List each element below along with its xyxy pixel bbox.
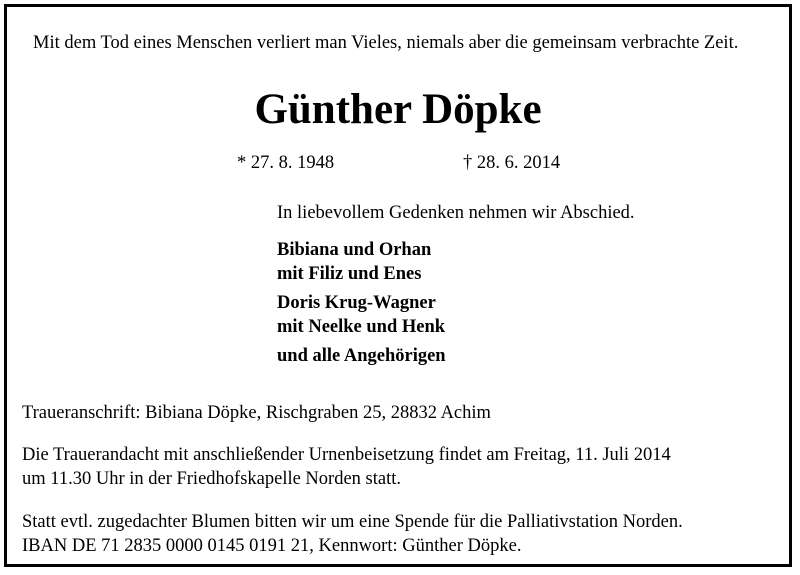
farewell-text: In liebevollem Gedenken nehmen wir Abschied. bbox=[277, 203, 635, 223]
birth-date: * 27. 8. 1948 bbox=[237, 153, 335, 173]
mourner-line: mit Neelke und Henk bbox=[277, 317, 446, 337]
obituary-notice bbox=[4, 4, 792, 567]
mourner-line: Doris Krug-Wagner bbox=[277, 293, 436, 313]
mourner-line: mit Filiz und Enes bbox=[277, 264, 422, 284]
donation-text-line: Statt evtl. zugedachter Blumen bitten wir um eine Spende für die Palliativstation Norden. bbox=[22, 512, 683, 532]
service-text-line: um 11.30 Uhr in der Friedhofskapelle Norden statt. bbox=[22, 469, 401, 489]
donation-text-line: IBAN DE 71 2835 0000 0145 0191 21, Kennwort: Günther Döpke. bbox=[22, 536, 522, 556]
motto-text: Mit dem Tod eines Menschen verliert man Vieles, niemals aber die gemeinsam verbrachte Zeit. bbox=[33, 33, 739, 53]
death-date: † 28. 6. 2014 bbox=[463, 153, 561, 173]
deceased-name: Günther Döpke bbox=[254, 86, 542, 133]
mourner-line: Bibiana und Orhan bbox=[277, 240, 432, 260]
service-text-line: Die Trauerandacht mit anschließender Urnenbeisetzung findet am Freitag, 11. Juli 2014 bbox=[22, 445, 671, 465]
mourner-line: und alle Angehörigen bbox=[277, 346, 446, 366]
mourning-address: Traueranschrift: Bibiana Döpke, Rischgraben 25, 28832 Achim bbox=[22, 403, 491, 423]
